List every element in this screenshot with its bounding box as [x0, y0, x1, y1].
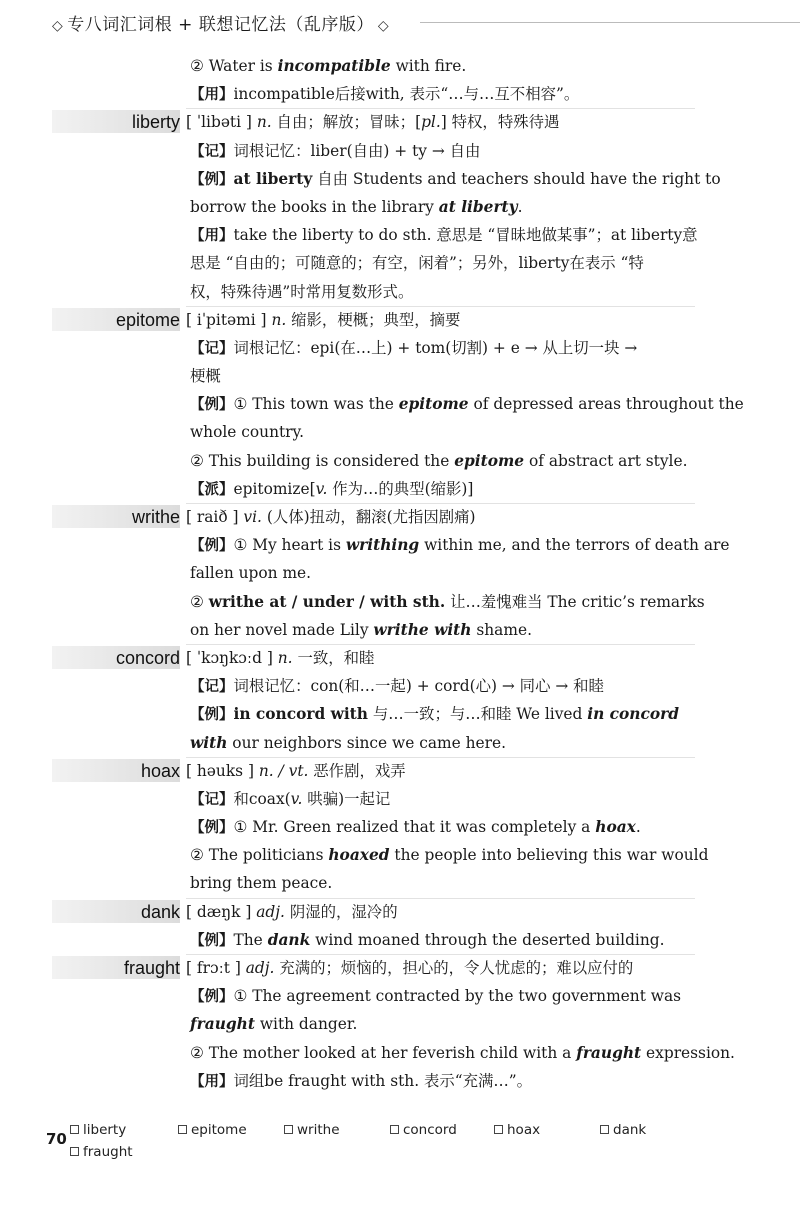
entry-definition-line [0, 644, 800, 672]
entry-text-line [0, 982, 800, 1010]
entry-line-text: with our neighbors since we came here. [190, 733, 506, 752]
entry-line-text: 【记】词根记忆：con(和…一起) + cord(心) → 同心 → 和睦 [190, 677, 604, 696]
checklist-item-hoax[interactable]: hoax [494, 1122, 540, 1138]
headword: epitome [115, 309, 180, 330]
entry-line-text: 【例】① This town was the epitome of depressed areas throughout the [190, 395, 744, 414]
entry-line-text: [ ˈkɔŋkɔːd ] n. 一致，和睦 [186, 648, 375, 667]
checkbox-icon[interactable] [600, 1125, 609, 1134]
entry-text-line [0, 1010, 800, 1038]
checklist-item-writhe[interactable]: writhe [284, 1122, 340, 1138]
entry-dank [0, 898, 800, 954]
entry-text-line [0, 221, 800, 249]
entry-line-text: 【记】和coax(v. 哄骗)一起记 [190, 789, 391, 808]
entry-definition-line [0, 108, 800, 136]
entry-definition-line [0, 757, 800, 785]
entry-text-line [0, 588, 800, 616]
entry-text-line [0, 531, 800, 559]
entry-line-text: 权，特殊待遇”时常用复数形式。 [190, 282, 414, 301]
entry-line-text: 【例】① The agreement contracted by the two government was [190, 987, 682, 1006]
entry-text-line [0, 813, 800, 841]
checkbox-icon[interactable] [178, 1125, 187, 1134]
entry-line-text: ② writhe at / under / with sth. 让…羞愧难当 The critic’s remarks [190, 592, 705, 611]
entry-definition-line [0, 898, 800, 926]
entry-line-text: on her novel made Lily writhe with shame. [190, 620, 532, 639]
entry-text-line [0, 390, 800, 418]
entry-continuation [0, 52, 800, 108]
headword: fraught [123, 958, 180, 978]
entry-text-line [0, 559, 800, 587]
entry-text-line [0, 926, 800, 954]
entry-line-text: 【派】epitomize[v. 作为…的典型(缩影)] [190, 479, 474, 498]
checklist-item-epitome[interactable]: epitome [178, 1122, 247, 1138]
entry-text-line [0, 193, 800, 221]
entry-line-text: 【例】The dank wind moaned through the deserted building. [190, 930, 665, 949]
entry-text-line [0, 616, 800, 644]
entry-text-line [0, 137, 800, 165]
entry-hoax [0, 757, 800, 898]
checkbox-icon[interactable] [70, 1125, 79, 1134]
entry-text-line [0, 249, 800, 277]
entry-line-text: ② The mother looked at her feverish child with a fraught expression. [190, 1043, 735, 1062]
entry-text-line [0, 841, 800, 869]
entry-text-line [0, 418, 800, 446]
entry-line-text: ② This building is considered the epitome of abstract art style. [190, 451, 688, 470]
entry-line-text: 【用】take the liberty to do sth. 意思是 “冒昧地做某事”；at liberty意 [190, 226, 698, 245]
entry-epitome [0, 306, 800, 503]
headword: hoax [140, 760, 180, 781]
entry-text-line [0, 165, 800, 193]
entry-text-line [0, 869, 800, 897]
entry-line-text: 【例】① Mr. Green realized that it was completely a hoax. [190, 818, 641, 837]
entry-line-text: 【用】词组be fraught with sth. 表示“充满…”。 [190, 1071, 533, 1090]
checkbox-icon[interactable] [284, 1125, 293, 1134]
headword: writhe [131, 507, 180, 527]
entry-line-text: 【例】in concord with 与…一致；与…和睦 We lived in concord [190, 705, 679, 724]
page-header [0, 0, 800, 44]
diamond-icon: ◇ [52, 18, 64, 34]
entry-text-line [0, 672, 800, 700]
headword: dank [140, 901, 180, 922]
page-number: 70 [46, 1130, 67, 1148]
entry-line-text: whole country. [190, 423, 305, 442]
entry-line-text: [ ˈlibəti ] n. 自由；解放；冒昧；[pl.] 特权，特殊待遇 [186, 113, 560, 132]
headword: concord [115, 647, 180, 668]
vocabulary-entries [0, 52, 800, 1095]
checklist-item-liberty[interactable]: liberty [70, 1122, 126, 1138]
entry-line-text: 【用】incompatible后接with, 表示“…与…互不相容”。 [190, 85, 580, 104]
entry-writhe [0, 503, 800, 644]
entry-line-text: fraught with danger. [190, 1015, 358, 1034]
entry-text-line [0, 278, 800, 306]
headword: liberty [131, 112, 180, 133]
entry-line-text: 【记】词根记忆：epi(在…上) + tom(切割) + e → 从上切一块 → [190, 338, 638, 357]
entry-line-text: 思是 “自由的；可随意的；有空，闲着”；另外，liberty在表示 “特 [190, 254, 644, 273]
diamond-icon: ◇ [377, 18, 390, 34]
entry-text-line [0, 700, 800, 728]
header-rule [420, 22, 800, 23]
entry-text-line [0, 785, 800, 813]
entry-fraught [0, 954, 800, 1095]
entry-text-line [0, 729, 800, 757]
entry-line-text: 【例】① My heart is writhing within me, and the terrors of death are [190, 536, 730, 555]
entry-line-text: bring them peace. [190, 874, 333, 893]
entry-liberty [0, 108, 800, 305]
entry-text-line [0, 334, 800, 362]
page-footer [0, 1116, 800, 1176]
entry-line-text: [ frɔːt ] adj. 充满的；烦恼的，担心的，令人忧虑的；难以应付的 [186, 959, 634, 977]
page-header-title [48, 10, 393, 35]
entry-text-line [0, 52, 800, 80]
entry-line-text: ② The politicians hoaxed the people into believing this war would [190, 846, 709, 865]
checkbox-icon[interactable] [390, 1125, 399, 1134]
entry-text-line [0, 80, 800, 108]
entry-concord [0, 644, 800, 757]
checklist-item-fraught[interactable]: fraught [70, 1144, 133, 1160]
entry-definition-line [0, 306, 800, 334]
entry-text-line [0, 475, 800, 503]
entry-line-text: [ dæŋk ] adj. 阴湿的，湿冷的 [186, 902, 398, 921]
entry-line-text: [ həuks ] n. / vt. 恶作剧，戏弄 [186, 761, 406, 780]
checklist-item-concord[interactable]: concord [390, 1122, 457, 1138]
entry-line-text: fallen upon me. [190, 564, 312, 583]
entry-definition-line [0, 954, 800, 982]
entry-definition-line [0, 503, 800, 531]
entry-line-text: 【记】词根记忆：liber(自由) + ty → 自由 [190, 141, 481, 160]
checklist-item-dank[interactable]: dank [600, 1122, 646, 1138]
entry-line-text: ② Water is incompatible with fire. [190, 57, 467, 75]
entry-line-text: [ iˈpitəmi ] n. 缩影，梗概；典型，摘要 [186, 310, 461, 329]
entry-text-line [0, 362, 800, 390]
header-title-text: 专八词汇词根 + 联想记忆法（乱序版） [67, 15, 374, 35]
entry-line-text: [ raið ] vi. (人体)扭动，翻滚(尤指因剧痛) [186, 508, 476, 526]
entry-line-text: borrow the books in the library at liberty. [190, 197, 523, 216]
checkbox-icon[interactable] [494, 1125, 503, 1134]
entry-line-text: 梗概 [190, 367, 221, 386]
checkbox-icon[interactable] [70, 1147, 79, 1156]
entry-text-line [0, 447, 800, 475]
entry-line-text: 【例】at liberty 自由 Students and teachers should have the right to [190, 169, 721, 188]
entry-text-line [0, 1067, 800, 1095]
entry-text-line [0, 1039, 800, 1067]
